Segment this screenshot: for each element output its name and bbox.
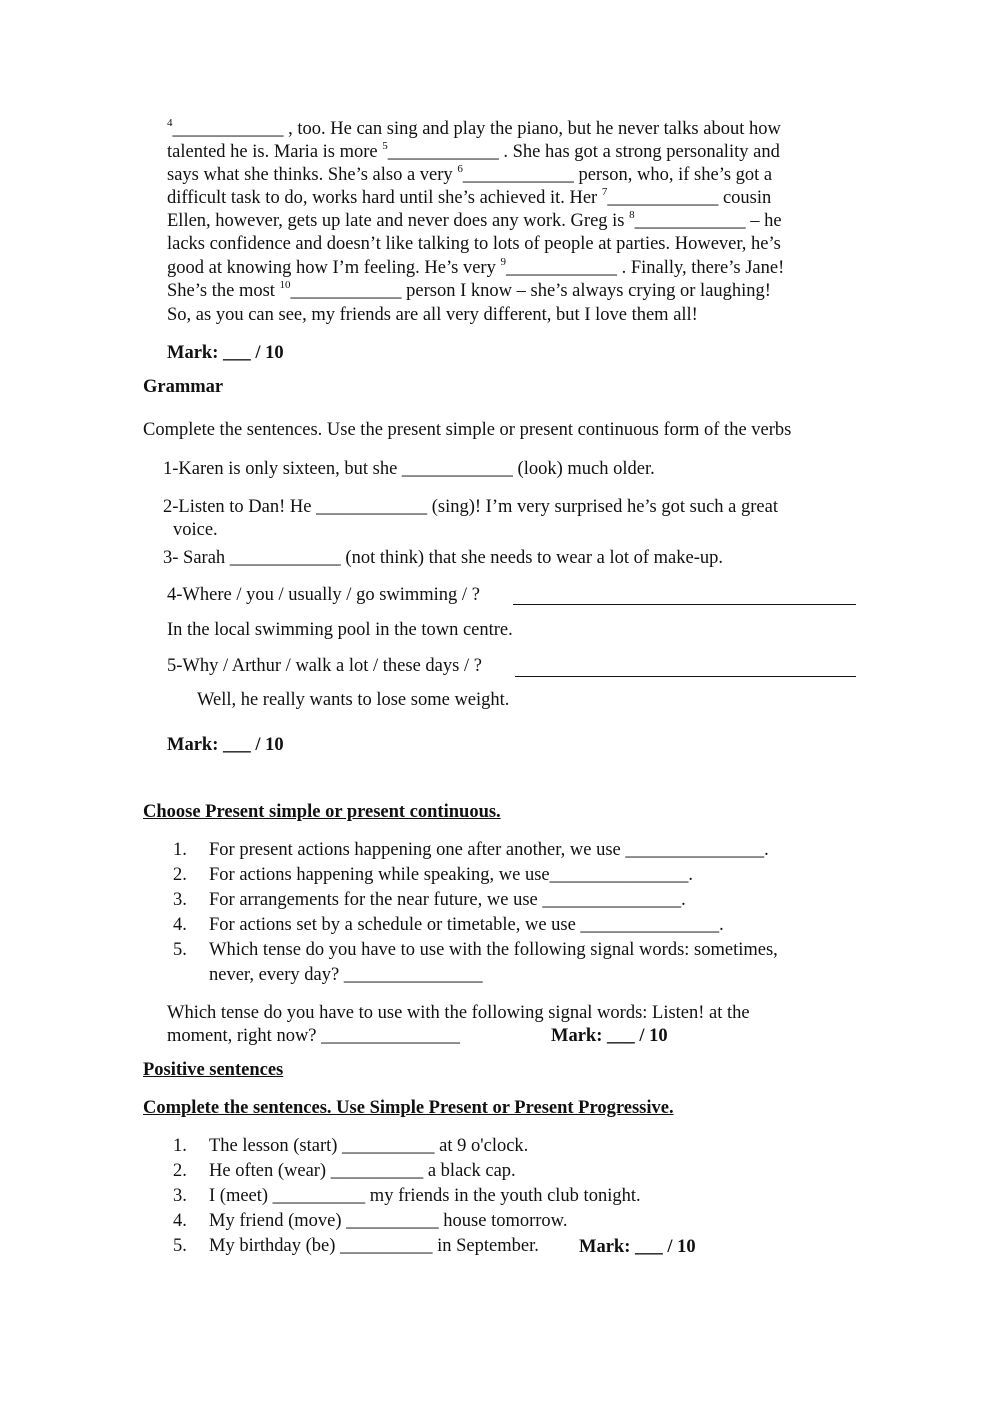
choose-extra-line-1: Which tense do you have to use with the following signal words: Listen! at the — [167, 1003, 750, 1023]
grammar-question-3: 3- Sarah ____________ (not think) that she needs to wear a lot of make-up. — [163, 548, 724, 568]
grammar-mark: Mark: ___ / 10 — [167, 735, 284, 755]
passage-line-1: $^4$____________ , too. He can sing and play the piano, but he never talks about how — [167, 117, 781, 139]
grammar-question-5: 5-Why / Arthur / walk a lot / these days / ? — [167, 656, 482, 676]
passage-line-6: lacks confidence and doesn’t like talking to lots of people at parties. However, he’s — [167, 234, 781, 254]
answer-line-5[interactable] — [515, 676, 856, 677]
grammar-instruction: Complete the sentences. Use the present simple or present continuous form of the verbs — [143, 420, 792, 440]
grammar-answer-4: In the local swimming pool in the town centre. — [167, 620, 513, 640]
grammar-answer-5: Well, he really wants to lose some weight. — [197, 690, 510, 710]
choose-extra-line-2: moment, right now? _______________ — [167, 1026, 460, 1046]
passage-line-7: good at knowing how I’m feeling. He’s very $^9$____________ . Finally, there’s Jane! — [167, 256, 785, 278]
passage-line-8: She’s the most $^{10}$____________ person I know – she’s always crying or laughing! — [167, 279, 771, 301]
passage-line-3: says what she thinks. She’s also a very $^6$____________ person, who, if she’s got a — [167, 163, 773, 185]
grammar-question-2: 2-Listen to Dan! He ____________ (sing)! I’m very surprised he’s got such a great — [163, 497, 778, 517]
positive-heading: Positive sentences — [143, 1060, 284, 1080]
answer-line-4[interactable] — [513, 604, 856, 605]
positive-mark: Mark: ___ / 10 — [579, 1237, 696, 1257]
grammar-question-4: 4-Where / you / usually / go swimming / ? — [167, 585, 480, 605]
passage-line-2: talented he is. Maria is more $^5$____________ . She has got a strong personality and — [167, 140, 780, 162]
grammar-heading: Grammar — [143, 377, 224, 397]
grammar-question-1: 1-Karen is only sixteen, but she ____________ (look) much older. — [163, 459, 655, 479]
reading-mark: Mark: ___ / 10 — [167, 343, 284, 363]
choose-heading: Choose Present simple or present continuous. — [143, 802, 501, 822]
passage-line-4: difficult task to do, works hard until she’s achieved it. Her $^7$____________ cousin — [167, 186, 772, 208]
passage-line-9: So, as you can see, my friends are all very different, but I love them all! — [167, 305, 698, 325]
grammar-question-2-cont: voice. — [173, 520, 218, 540]
positive-instruction: Complete the sentences. Use Simple Present or Present Progressive. — [143, 1098, 674, 1118]
choose-mark: Mark: ___ / 10 — [551, 1026, 668, 1046]
passage-line-5: Ellen, however, gets up late and never does any work. Greg is $^8$____________ – he — [167, 209, 782, 231]
